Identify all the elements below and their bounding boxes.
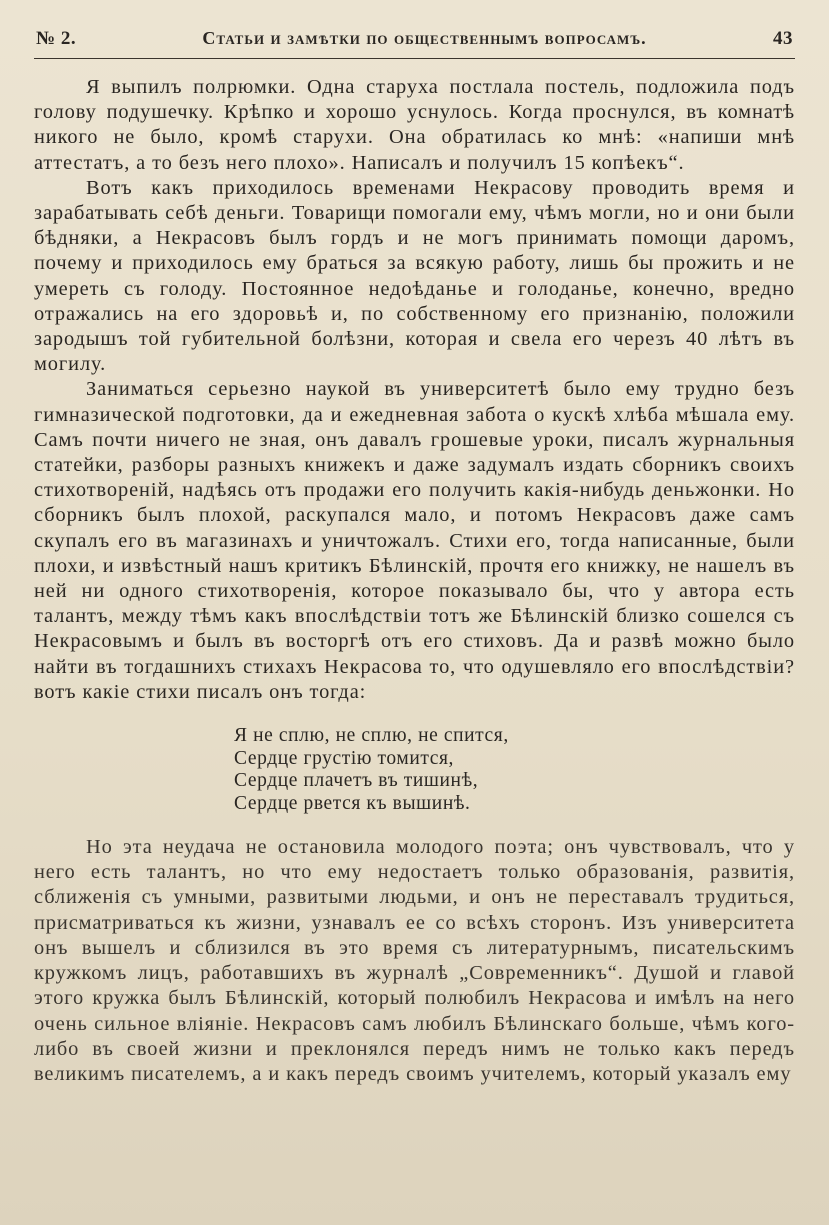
issue-number: № 2.	[36, 28, 77, 49]
page-number: 43	[773, 28, 793, 49]
poem-line: Сердце рвется къ вышинѣ.	[234, 792, 471, 814]
paragraph-3: Заниматься серьезно наукой въ университетѣ было ему трудно безъ гимназической подготовки, да и ежедневная забота о кускѣ хлѣба мѣшала ему. Самъ почти ничего не зная, онъ давалъ грошевые уроки, писалъ журнальныя статейки, разборы разныхъ книжекъ и даже задумалъ издать сборникъ своихъ стихотвореній, надѣясь отъ продажи его получить какія-нибудь деньжонки. Но сборникъ былъ плохой, раскупался мало, и потомъ Некрасовъ даже самъ скупалъ его въ магазинахъ и уничтожалъ. Стихи его, тогда написанные, были плохи, и извѣстный нашъ критикъ Бѣлинскій, прочтя его книжку, не нашелъ въ ней ни одного стихотворенія, которое показывало бы, что у автора есть талантъ, между тѣмъ какъ впослѣдствіи тотъ же Бѣлинскій близко сошелся съ Некрасовымъ и былъ въ восторгѣ отъ его стиховъ. Да и развѣ можно было найти въ тогдашнихъ стихахъ Некрасова то, что одушевляло его впослѣдствіи? вотъ какіе стихи писалъ онъ тогда:	[34, 378, 795, 703]
section-title: Статьи и замѣтки по общественнымъ вопросамъ.	[202, 28, 647, 48]
paragraph-2: Вотъ какъ приходилось временами Некрасову проводить время и зарабатывать себѣ деньги. Товарищи помогали ему, чѣмъ могли, но и они были бѣдняки, а Некрасовъ былъ гордъ и не могъ принимать помощи даромъ, почему и приходилось ему браться за всякую работу, лишь бы прожить и не умереть съ голоду. Постоянное недоѣданье и голоданье, конечно, вредно отражались на его здоровьѣ и, по собственному его признанію, положили зародышъ той губительной болѣзни, которая и свела его черезъ 40 лѣтъ въ могилу.	[34, 176, 795, 376]
poem-line: Сердце плачетъ въ тишинѣ,	[234, 770, 479, 792]
running-header	[34, 28, 795, 59]
poem-line: Я не сплю, не сплю, не спится,	[234, 725, 509, 747]
poem-line: Сердце грустію томится,	[234, 747, 455, 769]
poem-stanza	[234, 725, 795, 815]
paragraph-1: Я выпилъ полрюмки. Одна старуха постлала постель, подложила подъ голову подушечку. Крѣпко и хорошо уснулось. Когда проснулся, въ комнатѣ никого не было, кромѣ старухи. Она обратилась ко мнѣ: «напиши мнѣ аттестатъ, а то безъ него плохо». Написалъ и получилъ 15 копѣекъ“.	[34, 76, 795, 174]
article-body	[34, 75, 795, 1087]
paragraph-4: Но эта неудача не остановила молодого поэта; онъ чувствовалъ, что у него есть талантъ, но что ему недостаетъ только образованія, развитія, сближенія съ умными, развитыми людьми, и онъ не переставалъ трудиться, присматриваться къ жизни, узнавалъ ее со всѣхъ сторонъ. Изъ университета онъ вышелъ и сблизился въ это время съ литературнымъ, писательскимъ кружкомъ лицъ, работавшихъ въ журналѣ „Современникъ“. Душой и главой этого кружка былъ Бѣлинскій, который полюбилъ Некрасова и имѣлъ на него очень сильное вліяніе. Некрасовъ самъ любилъ Бѣлинскаго больше, чѣмъ кого-либо въ своей жизни и преклонялся передъ нимъ не только какъ передъ великимъ писателемъ, а и какъ передъ своимъ учителемъ, который указалъ ему	[34, 836, 795, 1085]
